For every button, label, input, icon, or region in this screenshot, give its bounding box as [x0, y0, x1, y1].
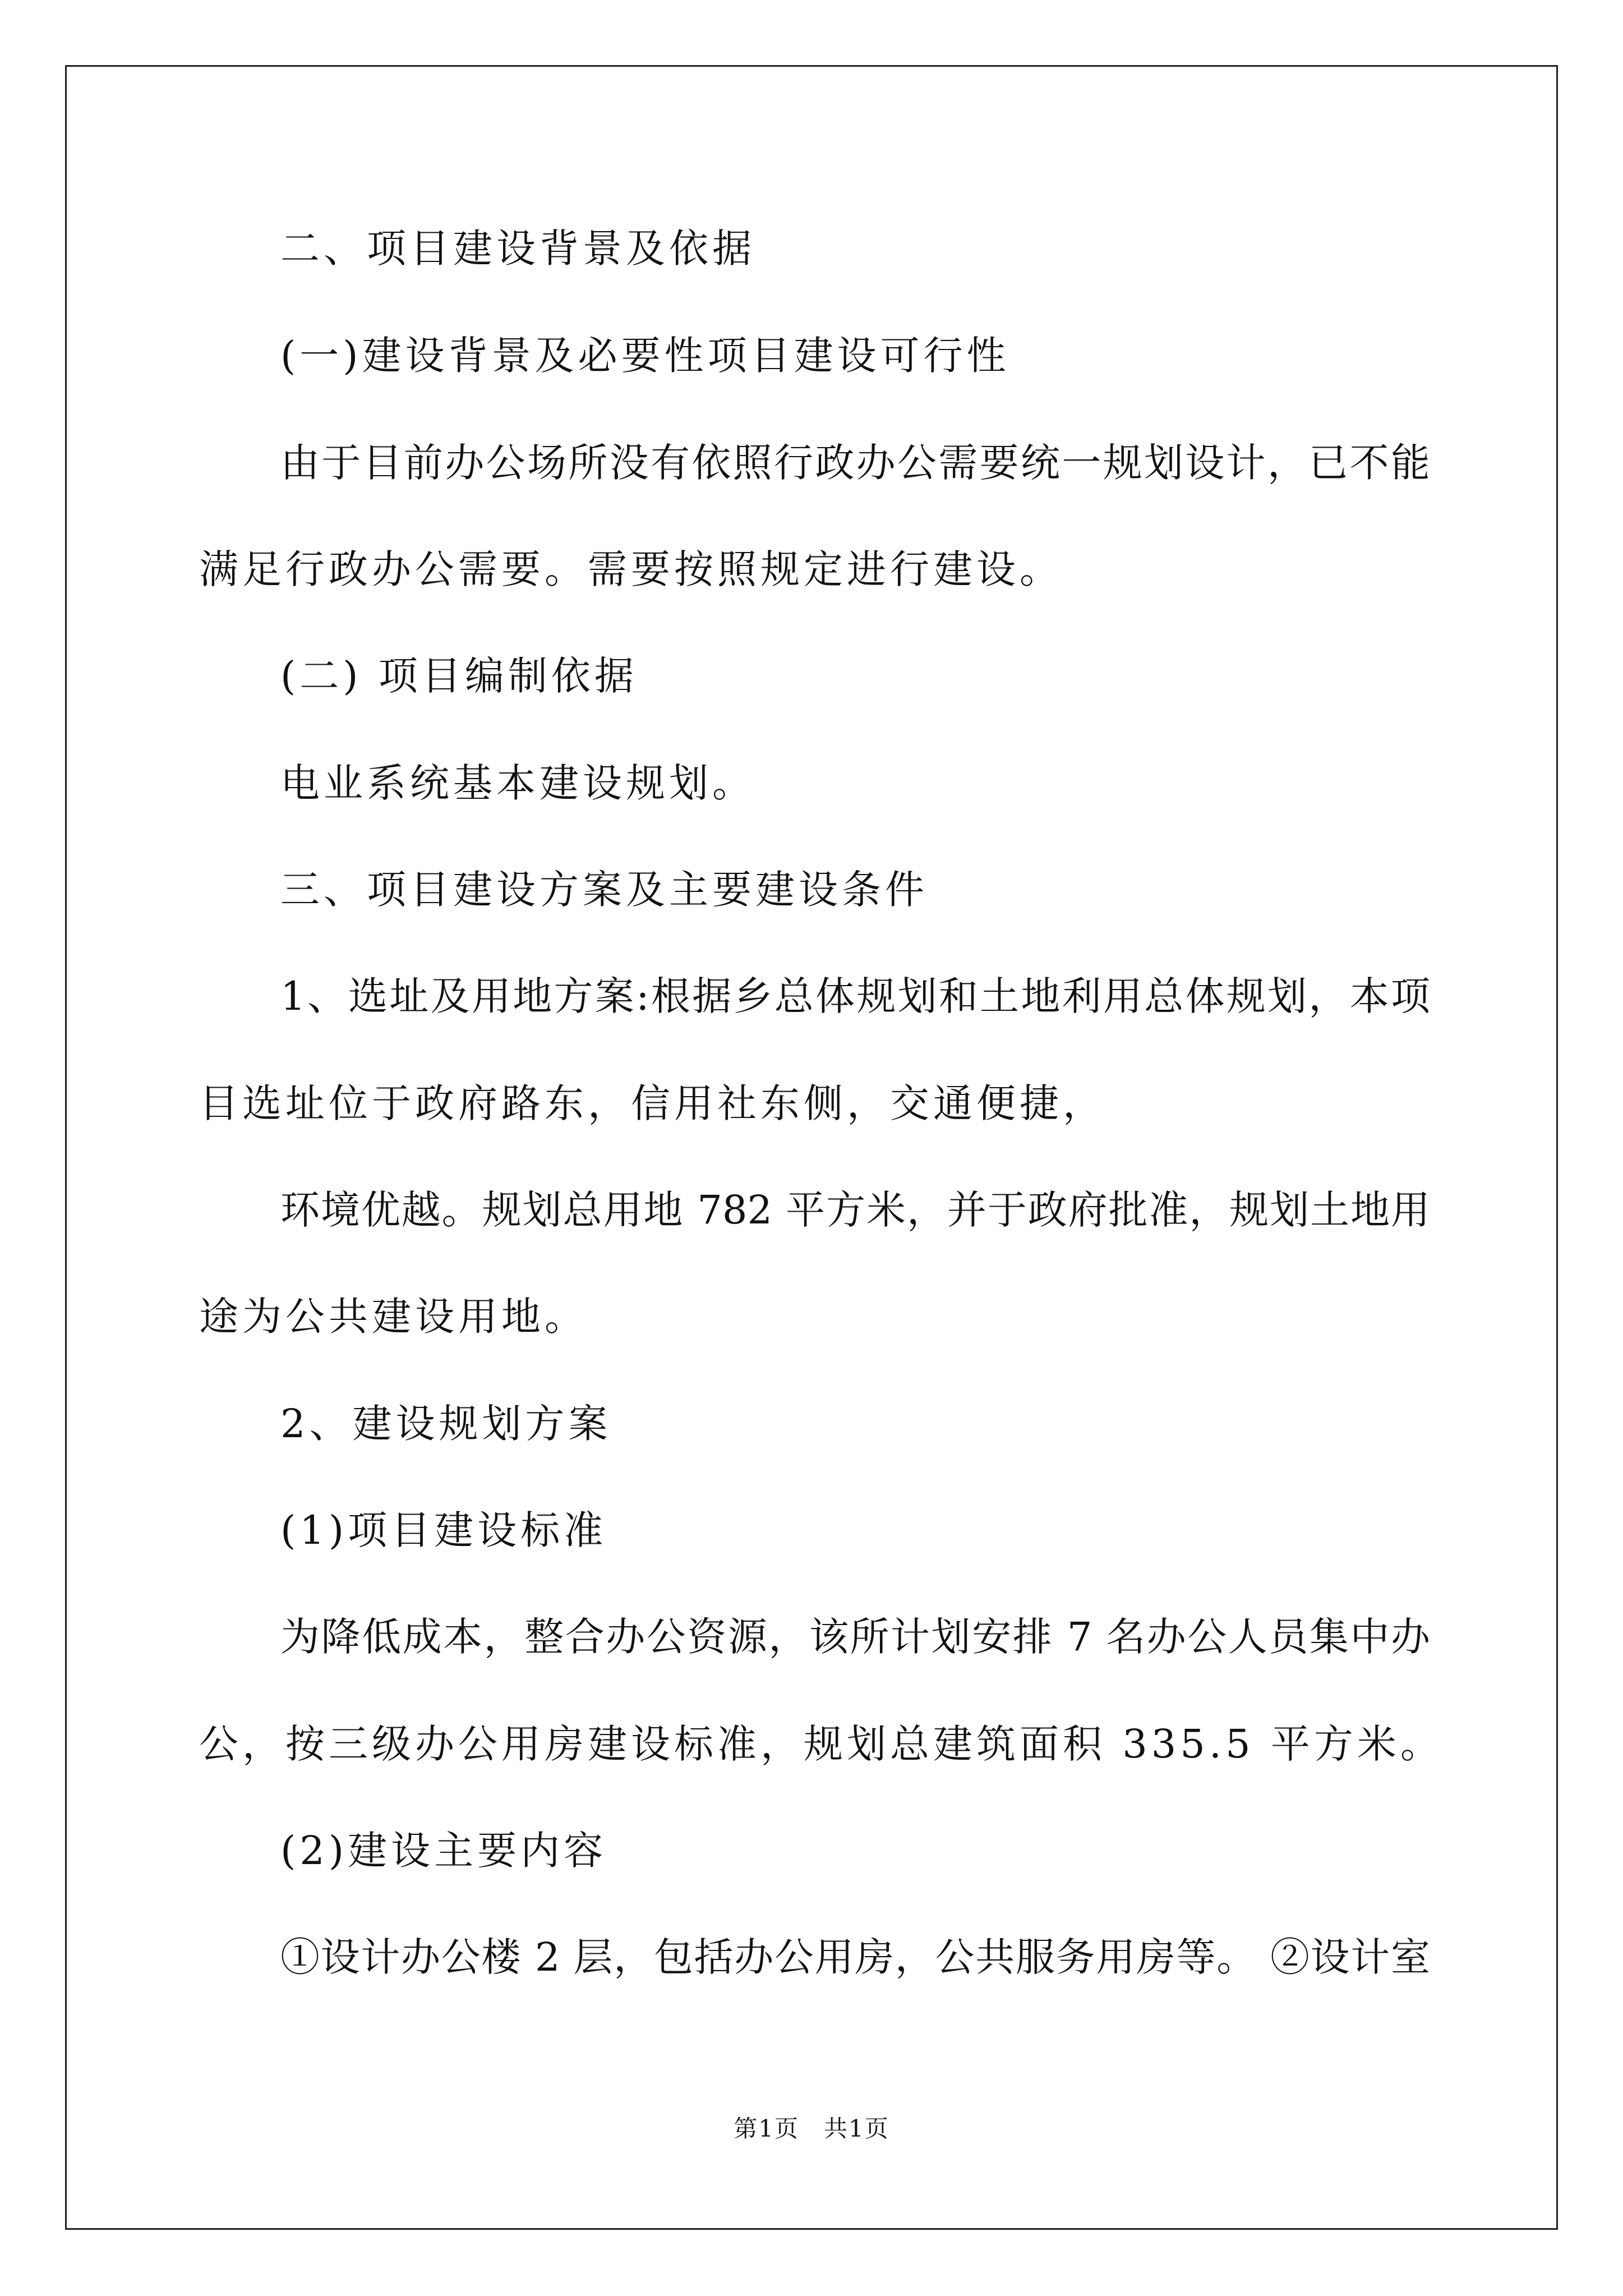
subheading-construction-background: (一)建设背景及必要性项目建设可行性: [280, 333, 1010, 379]
heading-project-background: 二、项目建设背景及依据: [280, 226, 755, 272]
paragraph-line: 为降低成本，整合办公资源，该所计划安排 7 名办公人员集中办: [280, 1614, 1430, 1660]
paragraph-line: 途为公共建设用地。: [199, 1294, 588, 1340]
heading-planning-scheme: 2、建设规划方案: [280, 1401, 612, 1447]
subheading-construction-standard: (1)项目建设标准: [280, 1507, 607, 1553]
heading-construction-plan: 三、项目建设方案及主要建设条件: [280, 867, 928, 913]
subheading-main-content: (2)建设主要内容: [280, 1828, 607, 1874]
subheading-project-basis: (二) 项目编制依据: [280, 653, 638, 699]
paragraph-line: 公，按三级办公用房建设标准，规划总建筑面积 335.5 平方米。: [199, 1721, 1444, 1767]
paragraph-line: 满足行政办公需要。需要按照规定进行建设。: [199, 546, 1063, 592]
paragraph-line: ①设计办公楼 2 层，包括办公用房，公共服务用房等。 ②设计室: [280, 1934, 1430, 1980]
page-number-footer: 第1页 共1页: [734, 2115, 889, 2142]
paragraph-line: 1、选址及用地方案:根据乡总体规划和土地利用总体规划，本项: [280, 973, 1430, 1019]
paragraph-line: 电业系统基本建设规划。: [280, 760, 755, 806]
page-border: [65, 65, 1558, 2230]
paragraph-line: 由于目前办公场所没有依照行政办公需要统一规划设计，已不能: [280, 440, 1430, 486]
paragraph-line: 目选址位于政府路东，信用社东侧，交通便捷，: [199, 1080, 1106, 1126]
paragraph-line: 环境优越。规划总用地 782 平方米，并于政府批准，规划土地用: [280, 1187, 1430, 1233]
